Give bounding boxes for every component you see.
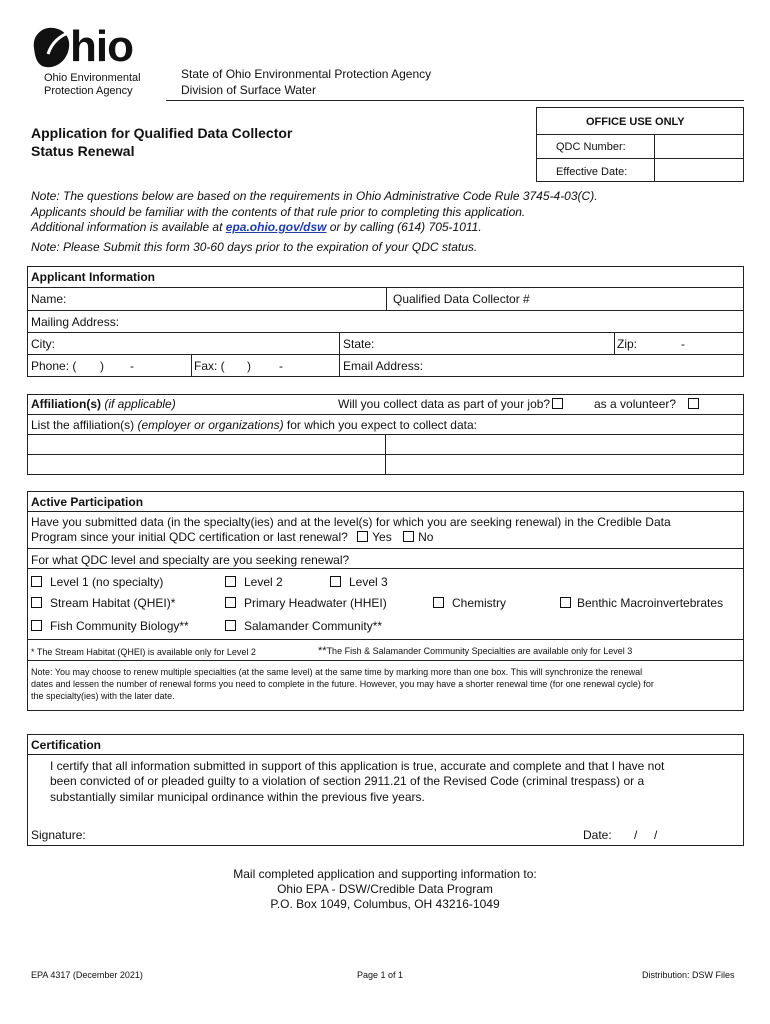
date-field[interactable]: [618, 822, 738, 842]
state-field[interactable]: [380, 334, 610, 352]
chemistry-option[interactable]: [433, 596, 506, 610]
participation-q1-text: Program since your initial QDC certification or last renewal?: [31, 530, 348, 544]
affiliation-field-1[interactable]: [29, 436, 383, 453]
no-label: No: [418, 530, 434, 544]
footnote-2-mark: **: [318, 645, 327, 657]
app-col-state: [339, 332, 340, 377]
level-2-label: Level 2: [244, 575, 283, 589]
distribution: Distribution: DSW Files: [642, 970, 735, 980]
qdc-number-field[interactable]: [656, 136, 742, 156]
form-id: EPA 4317 (December 2021): [31, 970, 143, 980]
cert-rule-1: [27, 754, 744, 755]
headwater-option[interactable]: [225, 596, 387, 610]
renewal-note-line-3: the specialty(ies) with the later date.: [31, 691, 175, 701]
headwater-checkbox[interactable]: [225, 597, 236, 608]
zip-label: Zip:: [617, 337, 638, 351]
benthic-label: Benthic Macroinvertebrates: [577, 596, 724, 610]
salamander-option[interactable]: [225, 619, 382, 633]
level-2-option[interactable]: [225, 575, 283, 589]
mailing-address-label: Mailing Address:: [31, 315, 120, 329]
volunteer-checkbox[interactable]: [688, 398, 699, 409]
headwater-label: Primary Headwater (HHEI): [244, 596, 387, 610]
mailing-address-field[interactable]: [128, 312, 740, 330]
app-rule-2: [27, 310, 744, 311]
fax-dash: -: [279, 359, 283, 373]
note-line-4: Note: Please Submit this form 30-60 days prior to the expiration of your QDC status.: [31, 240, 478, 254]
part-rule-5: [27, 660, 744, 661]
level-3-checkbox[interactable]: [330, 576, 341, 587]
qdc-number-label: QDC Number:: [556, 141, 626, 153]
phone-label: Phone: (: [31, 359, 77, 373]
renewal-note-line-1: Note: You may choose to renew multiple specialties (at the same level) at the same time by marking more than one box. This will synchronize the renewal: [31, 667, 643, 677]
fish-label: Fish Community Biology**: [50, 619, 189, 633]
effective-date-field[interactable]: [656, 160, 742, 180]
applicant-heading: Applicant Information: [31, 270, 155, 284]
yes-checkbox[interactable]: [357, 531, 368, 542]
state-label: State:: [343, 337, 375, 351]
email-field[interactable]: [432, 356, 740, 375]
participation-q1-line-2: [31, 530, 433, 544]
epa-dsw-link[interactable]: epa.ohio.gov/dsw: [225, 220, 327, 234]
name-field[interactable]: [72, 289, 382, 308]
note-line-1: Note: The questions below are based on the requirements in Ohio Administrative Code Rule 3745-4-03(C).: [31, 189, 598, 203]
affiliation-field-3[interactable]: [29, 456, 383, 473]
app-col-zip: [614, 332, 615, 354]
certification-line-2: been convicted of or pleaded guilty to a violation of section 2911.21 of the Revised Code (criminal trespass) or a: [50, 774, 645, 788]
note-line-3-prefix: Additional information is available at: [31, 220, 226, 234]
signature-field[interactable]: [95, 822, 565, 842]
benthic-option[interactable]: [560, 596, 723, 610]
city-field[interactable]: [60, 334, 336, 352]
affiliation-heading-text: Affiliation(s): [31, 397, 101, 411]
zip-dash: -: [681, 337, 685, 351]
part-rule-2: [27, 548, 744, 549]
part-rule-3: [27, 568, 744, 569]
form-title-line-2: Status Renewal: [31, 143, 135, 159]
agency-line-2: Division of Surface Water: [181, 83, 316, 97]
benthic-checkbox[interactable]: [560, 597, 571, 608]
stream-habitat-option[interactable]: [31, 596, 175, 610]
no-checkbox[interactable]: [403, 531, 414, 542]
affiliation-heading: [31, 397, 176, 411]
name-label: Name:: [31, 292, 67, 306]
level-1-label: Level 1 (no specialty): [50, 575, 164, 589]
ohio-state-icon: [30, 24, 74, 72]
logo-subtitle-2: Protection Agency: [44, 85, 133, 97]
effective-date-label: Effective Date:: [556, 166, 628, 178]
renewal-note-line-2: dates and lessen the number of renewal forms you need to complete in the future. However, you may have a shorter renewal time (for one renewal cycle) for: [31, 679, 654, 689]
job-checkbox[interactable]: [552, 398, 563, 409]
level-1-option[interactable]: [31, 575, 163, 589]
part-rule-1: [27, 511, 744, 512]
participation-q2: For what QDC level and specialty are you seeking renewal?: [31, 553, 350, 567]
yes-label: Yes: [372, 530, 392, 544]
aff-col: [385, 434, 386, 475]
phone-paren: ): [100, 359, 104, 373]
job-question-text: Will you collect data as part of your job?: [338, 397, 551, 411]
level-1-checkbox[interactable]: [31, 576, 42, 587]
stream-habitat-label: Stream Habitat (QHEI)*: [50, 596, 176, 610]
affiliation-heading-note: (if applicable): [104, 397, 176, 411]
affiliation-list-suffix: for which you expect to collect data:: [283, 418, 477, 432]
office-rule-2: [536, 158, 744, 159]
fax-label: Fax: (: [194, 359, 225, 373]
salamander-label: Salamander Community**: [244, 619, 383, 633]
certification-line-1: I certify that all information submitted in support of this application is true, accurate and complete and that I have not: [50, 759, 665, 773]
mail-line-2: Ohio EPA - DSW/Credible Data Program: [277, 882, 493, 896]
fax-paren: ): [247, 359, 251, 373]
agency-line-1: State of Ohio Environmental Protection Agency: [181, 67, 432, 81]
note-line-2: Applicants should be familiar with the contents of that rule prior to completing this application.: [31, 205, 526, 219]
date-slashes: / /: [634, 828, 658, 842]
aff-rule-1: [27, 414, 744, 415]
app-rule-3: [27, 332, 744, 333]
part-rule-4: [27, 639, 744, 640]
participation-footnote-2: [318, 645, 632, 657]
app-col-qdc: [386, 287, 387, 310]
ohio-epa-logo: [30, 22, 160, 98]
volunteer-question-text: as a volunteer?: [594, 397, 677, 411]
affiliation-list-italic: (employer or organizations): [137, 418, 284, 432]
certification-heading: Certification: [31, 738, 102, 752]
note-line-3-suffix: or by calling (614) 705-1011.: [326, 220, 482, 234]
fish-checkbox[interactable]: [31, 620, 42, 631]
office-rule-1: [536, 134, 744, 135]
logo-subtitle-1: Ohio Environmental: [44, 72, 141, 84]
job-question: [338, 397, 567, 411]
chemistry-label: Chemistry: [452, 596, 507, 610]
chemistry-checkbox[interactable]: [433, 597, 444, 608]
footnote-2-text: The Fish & Salamander Community Specialties are available only for Level 3: [326, 646, 633, 656]
office-col-rule: [654, 134, 655, 182]
certification-line-3: substantially similar municipal ordinance within the previous five years.: [50, 790, 425, 804]
participation-heading: Active Participation: [31, 495, 144, 509]
logo-word: hio: [70, 22, 133, 71]
affiliation-field-2[interactable]: [388, 436, 742, 453]
page-number: Page 1 of 1: [357, 970, 404, 980]
participation-footnote-1: * The Stream Habitat (QHEI) is available only for Level 2: [31, 647, 256, 657]
affiliation-field-4[interactable]: [388, 456, 742, 473]
level-3-option[interactable]: [330, 575, 388, 589]
affiliation-list-label: [31, 418, 477, 432]
note-line-3: [31, 220, 482, 234]
stream-habitat-checkbox[interactable]: [31, 597, 42, 608]
salamander-checkbox[interactable]: [225, 620, 236, 631]
office-use-heading: OFFICE USE ONLY: [586, 116, 685, 128]
affiliation-list-prefix: List the affiliation(s): [31, 418, 138, 432]
phone-field[interactable]: [80, 356, 188, 375]
level-2-checkbox[interactable]: [225, 576, 236, 587]
mail-line-3: P.O. Box 1049, Columbus, OH 43216-1049: [270, 897, 500, 911]
email-label: Email Address:: [343, 359, 424, 373]
fish-option[interactable]: [31, 619, 189, 633]
mail-line-1: Mail completed application and supporting information to:: [233, 867, 537, 881]
header-rule: [166, 100, 744, 101]
volunteer-question: [594, 397, 703, 411]
city-label: City:: [31, 337, 55, 351]
level-3-label: Level 3: [349, 575, 388, 589]
form-title-line-1: Application for Qualified Data Collector: [31, 125, 293, 141]
participation-q1-line-1: Have you submitted data (in the specialty(ies) and at the level(s) for which you are seeking renewal) in the Credible Data: [31, 515, 671, 529]
app-rule-4: [27, 354, 744, 355]
signature-label: Signature:: [31, 828, 86, 842]
app-col-fax: [191, 354, 192, 377]
phone-dash: -: [130, 359, 134, 373]
date-label: Date:: [583, 828, 612, 842]
fax-field[interactable]: [230, 356, 336, 375]
qdc-collector-label: Qualified Data Collector #: [393, 292, 530, 306]
